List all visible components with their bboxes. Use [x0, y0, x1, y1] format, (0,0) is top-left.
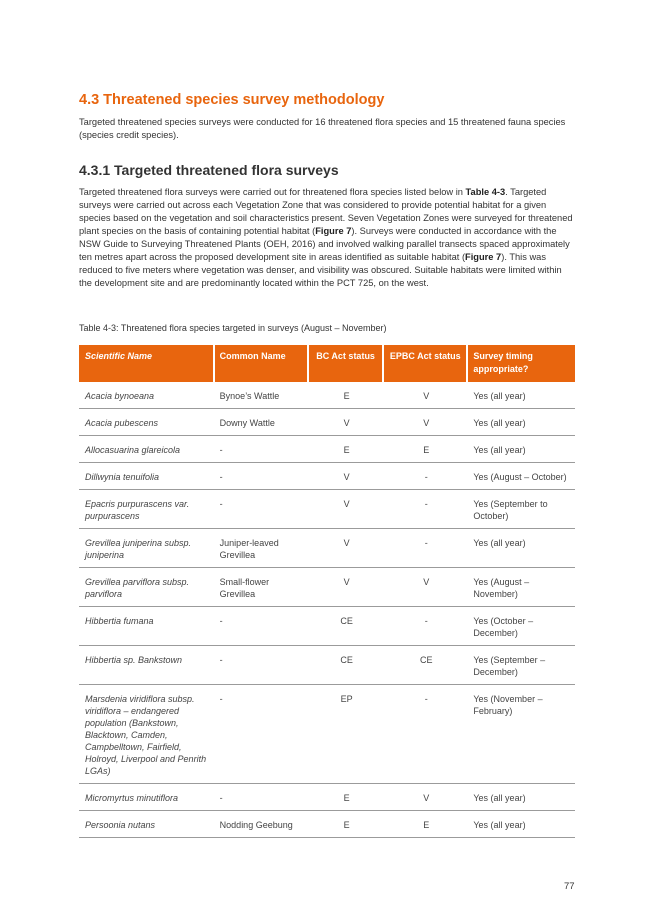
header-common-name: Common Name [215, 345, 309, 382]
subsection-body [79, 186, 575, 290]
bc-status-cell: EP [309, 685, 384, 784]
common-name-cell: Downy Wattle [215, 409, 309, 436]
common-name-cell: - [215, 607, 309, 646]
table-row [79, 646, 575, 685]
bc-status-cell: E [309, 436, 384, 463]
figure-reference: Figure 7 [315, 226, 352, 236]
section-title: 4.3 Threatened species survey methodology [79, 92, 385, 108]
epbc-status-cell: - [384, 529, 468, 568]
table-row [79, 490, 575, 529]
bc-status-cell: CE [309, 646, 384, 685]
epbc-status-cell: - [384, 490, 468, 529]
scientific-name-cell: Micromyrtus minutiflora [79, 784, 215, 811]
scientific-name-cell: Grevillea parviflora subsp. parviflora [79, 568, 215, 607]
epbc-status-cell: - [384, 607, 468, 646]
common-name-cell: - [215, 436, 309, 463]
page-number: 77 [564, 881, 575, 892]
survey-timing-cell: Yes (August – October) [468, 463, 575, 490]
bc-status-cell: E [309, 784, 384, 811]
table-row [79, 568, 575, 607]
body-text-3: ). Surveys were conducted in accordance with the NSW Guide to Surveying Threatened Plants (OEH, 2016) and involved walking parallel transects spaced approximately ten metres apart across the proposed development site in areas identified as suitable habitat ( [79, 226, 570, 262]
epbc-status-cell: E [384, 811, 468, 838]
common-name-cell: Small-flower Grevillea [215, 568, 309, 607]
survey-timing-cell: Yes (all year) [468, 811, 575, 838]
scientific-name-cell: Hibbertia fumana [79, 607, 215, 646]
epbc-status-cell: E [384, 436, 468, 463]
scientific-name-cell: Persoonia nutans [79, 811, 215, 838]
table-row [79, 607, 575, 646]
table-header-row [79, 345, 575, 382]
table-row [79, 409, 575, 436]
survey-timing-cell: Yes (all year) [468, 529, 575, 568]
survey-timing-cell: Yes (October – December) [468, 607, 575, 646]
common-name-cell: - [215, 490, 309, 529]
scientific-name-cell: Allocasuarina glareicola [79, 436, 215, 463]
common-name-cell: - [215, 463, 309, 490]
scientific-name-cell: Dillwynia tenuifolia [79, 463, 215, 490]
header-scientific-name: Scientific Name [79, 345, 215, 382]
flora-species-table [79, 345, 575, 838]
scientific-name-cell: Hibbertia sp. Bankstown [79, 646, 215, 685]
common-name-cell: Juniper-leaved Grevillea [215, 529, 309, 568]
epbc-status-cell: V [384, 568, 468, 607]
common-name-cell: Bynoe’s Wattle [215, 382, 309, 409]
epbc-status-cell: V [384, 409, 468, 436]
section-intro: Targeted threatened species surveys were conducted for 16 threatened flora species and 15 threatened fauna species (species credit species). [79, 117, 566, 140]
scientific-name-cell: Grevillea juniperina subsp. juniperina [79, 529, 215, 568]
header-epbc-act-status: EPBC Act status [384, 345, 468, 382]
body-text-4: ). This was reduced to five meters where vegetation was denser, and visibility was obscured. Suitable habitats were limited within the development site and are predominantly located within the PCT 725, on the west. [79, 252, 562, 288]
header-bc-act-status: BC Act status [309, 345, 384, 382]
bc-status-cell: V [309, 463, 384, 490]
epbc-status-cell: - [384, 685, 468, 784]
table-row [79, 463, 575, 490]
common-name-cell: Nodding Geebung [215, 811, 309, 838]
header-survey-timing: Survey timing appropriate? [468, 345, 575, 382]
epbc-status-cell: V [384, 784, 468, 811]
survey-timing-cell: Yes (November – February) [468, 685, 575, 784]
subsection-title: 4.3.1 Targeted threatened flora surveys [79, 162, 339, 178]
survey-timing-cell: Yes (September to October) [468, 490, 575, 529]
body-text-2: . Targeted surveys were carried out across each Vegetation Zone that was considered to provide potential habitat for a given species based on the vegetation and soil characteristics present. Seven Vegetation Zones were surveyed for threatened plant species on the basis of containing potential habitat ( [79, 187, 573, 236]
common-name-cell: - [215, 646, 309, 685]
bc-status-cell: V [309, 568, 384, 607]
scientific-name-cell: Acacia bynoeana [79, 382, 215, 409]
bc-status-cell: V [309, 490, 384, 529]
table-row [79, 436, 575, 463]
table-row [79, 529, 575, 568]
body-text-1: Targeted threatened flora surveys were carried out for threatened flora species listed below in [79, 187, 466, 197]
bc-status-cell: V [309, 529, 384, 568]
survey-timing-cell: Yes (all year) [468, 784, 575, 811]
survey-timing-cell: Yes (September – December) [468, 646, 575, 685]
epbc-status-cell: CE [384, 646, 468, 685]
survey-timing-cell: Yes (all year) [468, 382, 575, 409]
table-row [79, 784, 575, 811]
table-reference: Table 4-3 [465, 187, 506, 197]
survey-timing-cell: Yes (all year) [468, 409, 575, 436]
table-row [79, 382, 575, 409]
bc-status-cell: E [309, 811, 384, 838]
bc-status-cell: CE [309, 607, 384, 646]
survey-timing-cell: Yes (August – November) [468, 568, 575, 607]
scientific-name-cell: Epacris purpurascens var. purpurascens [79, 490, 215, 529]
bc-status-cell: V [309, 409, 384, 436]
bc-status-cell: E [309, 382, 384, 409]
scientific-name-cell: Acacia pubescens [79, 409, 215, 436]
table-row [79, 811, 575, 838]
figure-reference: Figure 7 [465, 252, 502, 262]
survey-timing-cell: Yes (all year) [468, 436, 575, 463]
scientific-name-cell: Marsdenia viridiflora subsp. viridiflora – endangered population (Bankstown, Blacktown, Camden, Campbelltown, Fairfield, Holroyd, Liverpool and Penrith LGAs) [79, 685, 215, 784]
epbc-status-cell: V [384, 382, 468, 409]
common-name-cell: - [215, 784, 309, 811]
table-caption: Table 4-3: Threatened flora species targeted in surveys (August – November) [79, 323, 387, 333]
table-row [79, 685, 575, 784]
epbc-status-cell: - [384, 463, 468, 490]
common-name-cell: - [215, 685, 309, 784]
